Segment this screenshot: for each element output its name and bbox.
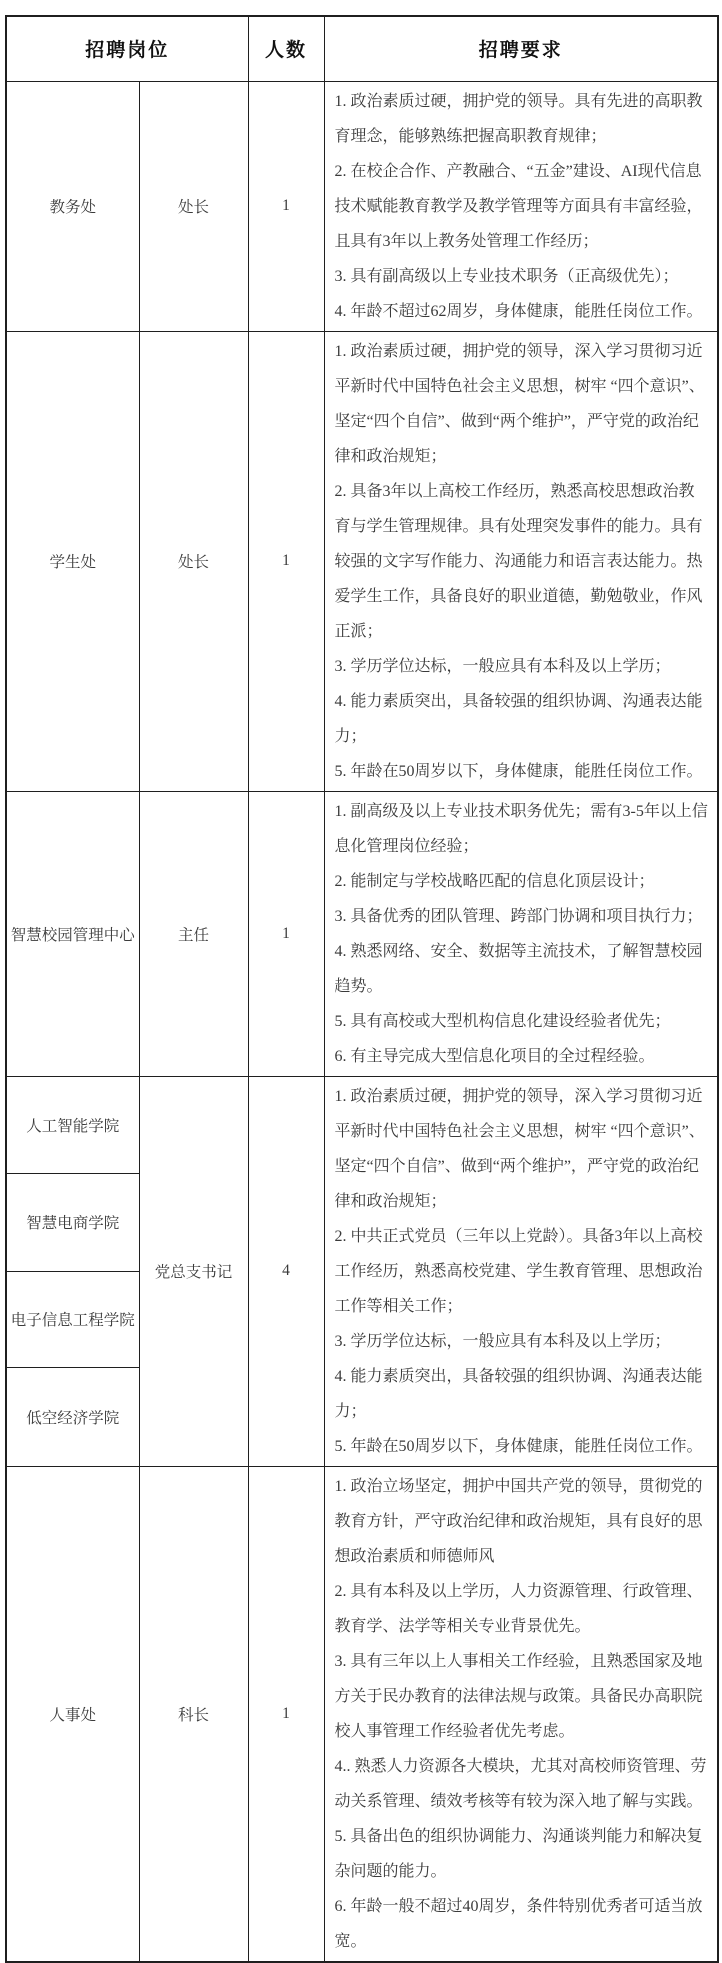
department-cell: 电子信息工程学院 [6, 1271, 139, 1367]
requirement-item: 1. 政治素质过硬，拥护党的领导。具有先进的高职教育理念，能够熟练把握高职教育规律； [334, 92, 703, 145]
requirement-item: 3. 具有副高级以上专业技术职务（正高级优先）； [334, 267, 679, 285]
requirement-item: 4. 能力素质突出，具备较强的组织协调、沟通表达能力； [334, 692, 703, 745]
requirement-item: 1. 政治素质过硬，拥护党的领导，深入学习贯彻习近平新时代中国特色社会主义思想，树牢 “四个意识”、坚定“四个自信”、做到“两个维护”，严守党的政治纪律和政治规矩； [334, 1087, 705, 1210]
requirement-item: 4. 能力素质突出，具备较强的组织协调、沟通表达能力； [334, 1367, 703, 1420]
requirement-item: 1. 政治素质过硬，拥护党的领导，深入学习贯彻习近平新时代中国特色社会主义思想，树牢 “四个意识”、坚定“四个自信”、做到“两个维护”，严守党的政治纪律和政治规矩； [334, 342, 705, 465]
position-cell: 处长 [139, 331, 248, 791]
requirement-item: 2. 具备3年以上高校工作经历，熟悉高校思想政治教育与学生管理规律。具有处理突发事件的能力。具有较强的文字写作能力、沟通能力和语言表达能力。热爱学生工作，具备良好的职业道德，勤勉敬业，作风正派； [334, 482, 703, 640]
requirements-list [335, 1079, 710, 1464]
requirements-list [335, 84, 710, 329]
requirement-item: 4.. 熟悉人力资源各大模块，尤其对高校师资管理、劳动关系管理、绩效考核等有较为深入地了解与实践。 [334, 1757, 707, 1810]
requirement-item: 3. 具有三年以上人事相关工作经验，且熟悉国家及地方关于民办教育的法律法规与政策。具备民办高职院校人事管理工作经验者优先考虑。 [334, 1652, 703, 1740]
count-cell: 1 [248, 791, 324, 1076]
requirements-list [335, 1469, 710, 1959]
table-row-zhihuixiaoyuan [6, 791, 718, 1076]
requirements-cell [324, 1076, 718, 1466]
requirement-item: 2. 在校企合作、产教融合、“五金”建设、AI现代信息技术赋能教育教学及教学管理等方面具有丰富经验，且具有3年以上教务处管理工作经历； [334, 162, 703, 250]
header-row [6, 16, 718, 81]
department-cell: 人事处 [6, 1466, 139, 1962]
requirement-item: 5. 年龄在50周岁以下，身体健康，能胜任岗位工作。 [334, 762, 703, 780]
requirement-item: 3. 学历学位达标，一般应具有本科及以上学历； [334, 1332, 671, 1350]
requirement-item: 4. 年龄不超过62周岁，身体健康，能胜任岗位工作。 [334, 302, 703, 320]
department-cell: 智慧校园管理中心 [6, 791, 139, 1076]
requirement-item: 5. 具备出色的组织协调能力、沟通谈判能力和解决复杂问题的能力。 [334, 1827, 703, 1880]
count-cell: 1 [248, 331, 324, 791]
requirement-item: 4. 熟悉网络、安全、数据等主流技术，了解智慧校园趋势。 [334, 942, 703, 995]
table-row-jiaowuchu [6, 81, 718, 331]
requirements-cell [324, 81, 718, 331]
requirement-item: 2. 中共正式党员（三年以上党龄）。具备3年以上高校工作经历，熟悉高校党建、学生教育管理、思想政治工作等相关工作； [334, 1227, 703, 1315]
position-cell: 党总支书记 [139, 1076, 248, 1466]
requirements-list [335, 334, 710, 789]
position-cell: 主任 [139, 791, 248, 1076]
table-row-xueshengchu [6, 331, 718, 791]
requirement-item: 5. 年龄在50周岁以下，身体健康，能胜任岗位工作。 [334, 1437, 703, 1455]
requirement-item: 2. 具有本科及以上学历，人力资源管理、行政管理、教育学、法学等相关专业背景优先。 [334, 1582, 703, 1635]
position-cell: 处长 [139, 81, 248, 331]
requirement-item: 6. 有主导完成大型信息化项目的全过程经验。 [334, 1047, 655, 1065]
department-cell: 人工智能学院 [6, 1076, 139, 1174]
requirement-item: 6. 年龄一般不超过40周岁，条件特别优秀者可适当放宽。 [334, 1897, 703, 1950]
header-position-column: 招聘岗位 [6, 16, 248, 81]
requirement-item: 3. 学历学位达标，一般应具有本科及以上学历； [334, 657, 671, 675]
header-count-column: 人数 [248, 16, 324, 81]
table-row-colleges [6, 1076, 718, 1174]
requirement-item: 2. 能制定与学校战略匹配的信息化顶层设计； [334, 872, 655, 890]
department-cell: 低空经济学院 [6, 1367, 139, 1466]
recruitment-table [5, 15, 719, 1963]
count-cell: 4 [248, 1076, 324, 1466]
requirement-item: 1. 政治立场坚定，拥护中国共产党的领导，贯彻党的教育方针，严守政治纪律和政治规矩，具有良好的思想政治素质和师德师风 [334, 1477, 703, 1565]
requirement-item: 5. 具有高校或大型机构信息化建设经验者优先； [334, 1012, 671, 1030]
department-cell: 学生处 [6, 331, 139, 791]
department-cell: 智慧电商学院 [6, 1174, 139, 1272]
header-requirements-column: 招聘要求 [324, 16, 718, 81]
department-cell: 教务处 [6, 81, 139, 331]
position-cell: 科长 [139, 1466, 248, 1962]
count-cell: 1 [248, 1466, 324, 1962]
requirements-cell [324, 791, 718, 1076]
requirement-item: 1. 副高级及以上专业技术职务优先；需有3-5年以上信息化管理岗位经验； [334, 802, 708, 855]
count-cell: 1 [248, 81, 324, 331]
requirements-list [335, 794, 710, 1074]
table-row-renshichu [6, 1466, 718, 1962]
requirement-item: 3. 具备优秀的团队管理、跨部门协调和项目执行力； [334, 907, 703, 925]
requirements-cell [324, 331, 718, 791]
requirements-cell [324, 1466, 718, 1962]
